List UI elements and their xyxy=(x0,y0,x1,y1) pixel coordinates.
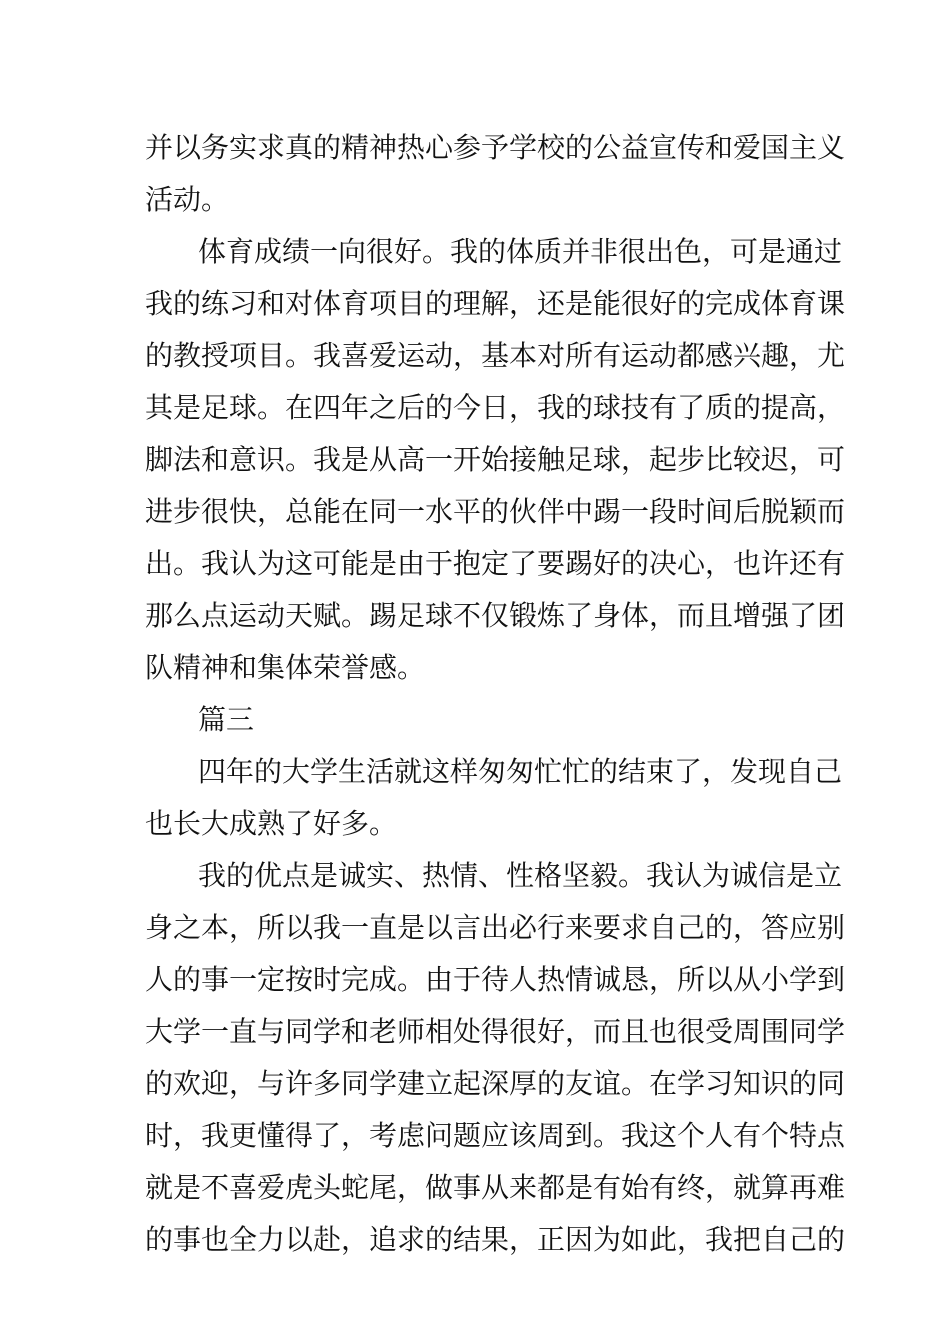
paragraph-first-line: 我的优点是诚实、热情、性格坚毅。我认为诚信是立 xyxy=(198,859,843,892)
text-line: 身之本，所以我一直是以言出必行来要求自己的，答应别 xyxy=(145,911,846,944)
text-line: 时，我更懂得了，考虑问题应该周到。我这个人有个特点 xyxy=(145,1119,846,1152)
text-line: 队精神和集体荣誉感。 xyxy=(145,651,426,684)
text-line: 大学一直与同学和老师相处得很好，而且也很受周围同学 xyxy=(145,1015,846,1048)
text-line: 人的事一定按时完成。由于待人热情诚恳，所以从小学到 xyxy=(145,963,846,996)
text-line: 其是足球。在四年之后的今日，我的球技有了质的提高， xyxy=(145,391,846,424)
text-line: 的教授项目。我喜爱运动，基本对所有运动都感兴趣，尤 xyxy=(145,339,846,372)
text-line: 那么点运动天赋。踢足球不仅锻炼了身体，而且增强了团 xyxy=(145,599,846,632)
section-heading: 篇三 xyxy=(198,703,255,736)
paragraph-first-line: 四年的大学生活就这样匆匆忙忙的结束了，发现自己 xyxy=(198,755,843,788)
text-line: 进步很快，总能在同一水平的伙伴中踢一段时间后脱颖而 xyxy=(145,495,846,528)
text-line: 我的练习和对体育项目的理解，还是能很好的完成体育课 xyxy=(145,287,846,320)
text-line: 的事也全力以赴，追求的结果，正因为如此，我把自己的 xyxy=(145,1223,846,1256)
text-line: 的欢迎，与许多同学建立起深厚的友谊。在学习知识的同 xyxy=(145,1067,846,1100)
text-line: 并以务实求真的精神热心参予学校的公益宣传和爱国主义 xyxy=(145,131,846,164)
text-line: 活动。 xyxy=(145,183,230,216)
text-line: 出。我认为这可能是由于抱定了要踢好的决心，也许还有 xyxy=(145,547,846,580)
paragraph-first-line: 体育成绩一向很好。我的体质并非很出色，可是通过 xyxy=(198,235,843,268)
text-line: 脚法和意识。我是从高一开始接触足球，起步比较迟，可 xyxy=(145,443,846,476)
text-line: 就是不喜爱虎头蛇尾，做事从来都是有始有终，就算再难 xyxy=(145,1171,846,1204)
text-line: 也长大成熟了好多。 xyxy=(145,807,398,840)
